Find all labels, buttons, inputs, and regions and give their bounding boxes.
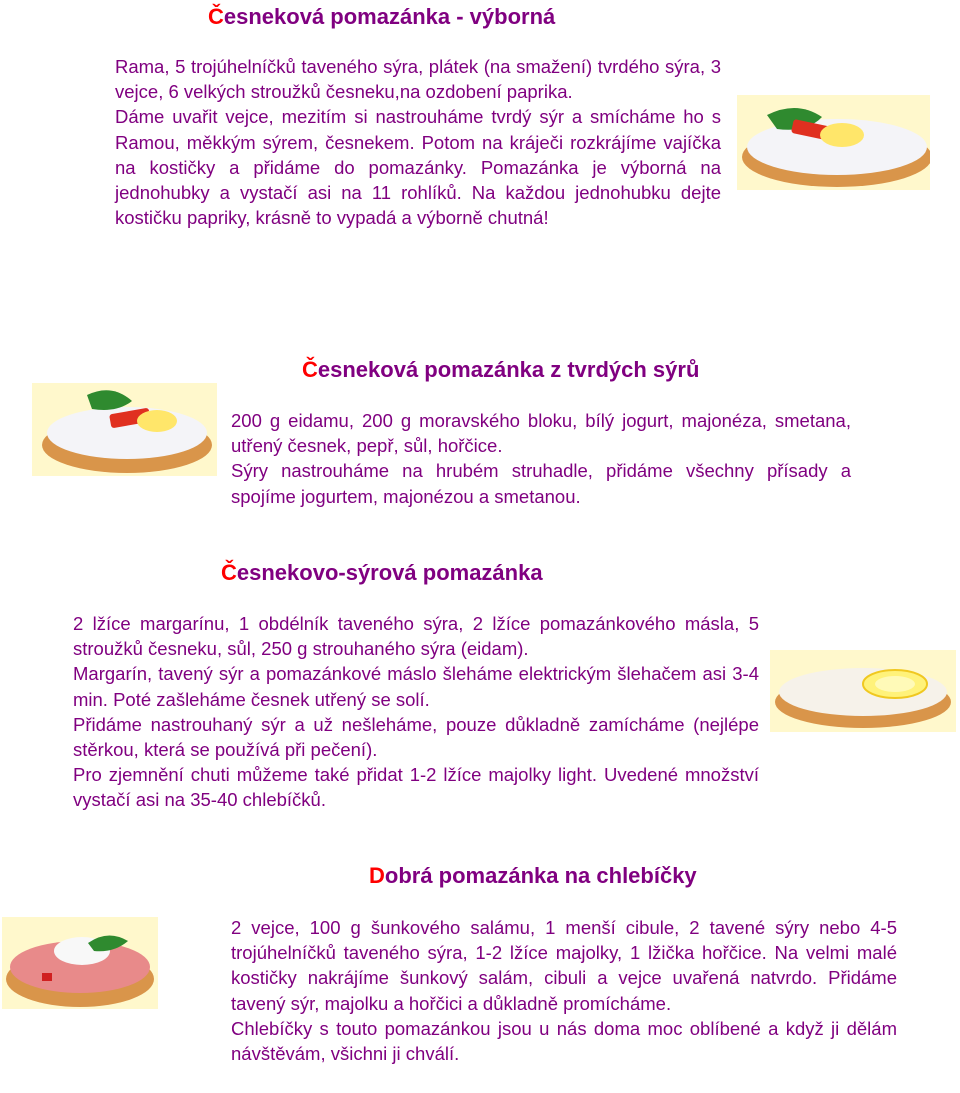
recipe-4-title xyxy=(369,863,697,889)
recipe-2-ingredients: 200 g eidamu, 200 g moravského bloku, bílý jogurt, majonéza, smetana, utřený česnek, pepř, sůl, hořčice. xyxy=(231,410,851,457)
title-rest: obrá pomazánka na chlebíčky xyxy=(384,863,697,888)
recipe-2-text xyxy=(231,408,851,509)
recipe-2-title xyxy=(302,357,699,383)
canape-egg-pepper-image xyxy=(737,95,930,190)
title-rest: esnekovo-sýrová pomazánka xyxy=(236,560,543,585)
title-initial: Č xyxy=(221,560,237,585)
recipe-1-title xyxy=(208,4,555,30)
canape-egg-pepper-image xyxy=(32,383,217,476)
recipe-3-ingredients: 2 lžíce margarínu, 1 obdélník taveného sýra, 2 lžíce pomazánkového másla, 5 stroužků česneku, sůl, 250 g strouhaného sýra (eidam). xyxy=(73,613,759,660)
recipe-3-tip: Pro zjemnění chuti můžeme také přidat 1-2 lžíce majolky light. Uvedené množství vystačí asi na 35-40 chlebíčků. xyxy=(73,764,759,811)
recipe-3-title xyxy=(221,560,543,586)
recipe-1-method: Dáme uvařit vejce, mezitím si nastrouháme tvrdý sýr a smícháme ho s Ramou, měkkým sýrem, česnekem. Potom na kráječi rozkrájíme vajíčka na kostičky a přidáme do pomazánky. Pomazánka je výborná na jednohubky a vystačí asi na 11 rohlíků. Na každou jednohubku dejte kostičku papriky, krásně to vypadá a výborně chutná! xyxy=(115,106,721,229)
canape-ham-image xyxy=(2,917,158,1009)
recipe-4-text xyxy=(231,915,897,1066)
recipe-3-method-1: Margarín, tavený sýr a pomazánkové máslo šleháme elektrickým šlehačem asi 3-4 min. Poté zašleháme česnek utřený se solí. xyxy=(73,663,759,710)
recipe-1-ingredients: Rama, 5 trojúhelníčků taveného sýra, plátek (na smažení) tvrdého sýra, 3 vejce, 6 velkých stroužků česneku,na ozdobení paprika. xyxy=(115,56,721,103)
title-rest: esneková pomazánka z tvrdých sýrů xyxy=(317,357,700,382)
canape-lemon-image xyxy=(770,650,956,732)
recipe-3-method-2: Přidáme nastrouhaný sýr a už nešleháme, pouze důkladně zamícháme (nejlépe stěrkou, která se používá při pečení). xyxy=(73,713,759,761)
title-initial: D xyxy=(369,863,385,888)
title-initial: Č xyxy=(302,357,318,382)
title-rest: esneková pomazánka - výborná xyxy=(223,4,556,29)
recipe-4-note: Chlebíčky s touto pomazánkou jsou u nás doma moc oblíbené a když ji dělám návštěvám, všichni ji chválí. xyxy=(231,1017,897,1065)
recipe-2-method: Sýry nastrouháme na hrubém struhadle, přidáme všechny přísady a spojíme jogurtem, majonézou a smetanou. xyxy=(231,460,851,507)
recipe-1-text xyxy=(115,54,721,230)
recipe-3-text xyxy=(73,611,759,813)
title-initial: Č xyxy=(208,4,224,29)
recipe-4-method: 2 vejce, 100 g šunkového salámu, 1 menší cibule, 2 tavené sýry nebo 4-5 trojúhelníčků taveného sýra, 1-2 lžíce majolky, 1 lžička hořčice. Na velmi malé kostičky nakrájíme šunkový salám, cibuli a vejce uvařená natvrdo. Přidáme tavený sýr, majolku a hořčici a důkladně promícháme. xyxy=(231,917,897,1014)
